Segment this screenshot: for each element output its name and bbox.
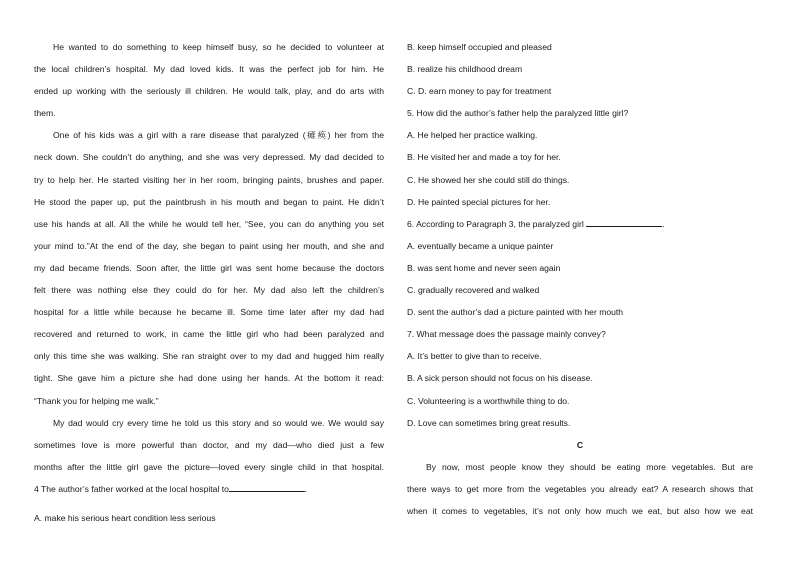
question-4-text: 4 The author’s father worked at the local hospital to — [34, 483, 229, 494]
passage-line: “Thank you for helping me walk.” — [34, 395, 159, 406]
passage-line: use his hands at all. All the while he would tell her, “See, you can do anything you set — [34, 218, 384, 229]
question-4 — [34, 478, 384, 500]
passage-line: tight. She gave him a picture she had done using her hands. At the bottom it read: — [34, 373, 384, 384]
option-4c: B. realize his childhood dream — [407, 64, 523, 75]
passage-line: my dad became friends. Soon after, the little girl was sent home because the doctors — [34, 262, 384, 273]
passage-c-line: there ways to get more from the vegetables you already eat? A research shows that — [407, 483, 753, 494]
answer-blank — [586, 217, 665, 229]
answer-blank — [229, 482, 308, 494]
passage-line: try to help her. He started visiting her in her room, bringing paints, brushes and paper. — [34, 174, 384, 185]
question-4-end: . — [304, 483, 308, 494]
passage-line: felt there was nothing else they could do for her. My dad also left the children’s — [34, 285, 384, 296]
question-6-text: 6. According to Paragraph 3, the paralyzed girl — [407, 218, 584, 229]
option-6d: D. sent the author’s dad a picture painted with her mouth — [407, 307, 624, 318]
section-heading-c: C — [576, 439, 584, 450]
question-6 — [407, 213, 753, 235]
option-4d: C. D. earn money to pay for treatment — [407, 86, 552, 97]
option-5c: C. He showed her she could still do things. — [407, 174, 570, 185]
passage-c-line: when it comes to vegetables, it’s not only how much we eat, but also how we eat — [407, 505, 753, 516]
question-6-end: . — [662, 218, 665, 229]
right-column — [407, 36, 753, 522]
left-column — [34, 36, 384, 529]
passage-line: ended up working with the seriously ill children. He would talk, play, and do arts with — [34, 86, 384, 97]
option-6c: C. gradually recovered and walked — [407, 285, 540, 296]
option-7d: D. Love can sometimes bring great results. — [407, 417, 571, 428]
passage-line: One of his kids was a girl with a rare disease that paralyzed (瘫痪) her from the — [53, 130, 384, 141]
passage-line: recovered and returned to work, in came the little girl who had been paralyzed and — [34, 329, 384, 340]
passage-c-line: By now, most people know they should be eating more vegetables. But are — [426, 461, 753, 472]
passage-line: only this time she was walking. She ran straight over to my dad and hugged him really — [34, 351, 384, 362]
option-5a: A. He helped her practice walking. — [407, 130, 538, 141]
passage-line: them. — [34, 108, 56, 119]
option-4b: B. keep himself occupied and pleased — [407, 42, 552, 52]
option-7c: C. Volunteering is a worthwhile thing to do. — [407, 395, 570, 406]
question-5: 5. How did the author’s father help the paralyzed little girl? — [407, 108, 629, 119]
passage-line: He wanted to do something to keep himself busy, so he decided to volunteer at — [53, 42, 384, 52]
option-5d: D. He painted special pictures for her. — [407, 196, 551, 207]
option-6a: A. eventually became a unique painter — [407, 240, 554, 251]
option-5b: B. He visited her and made a toy for her. — [407, 152, 561, 163]
passage-line: your mind to.”At the end of the day, she began to paint using her mouth, and she and — [34, 240, 384, 251]
passage-line: sometimes love is more powerful than doctor, and my dad—who died just a few — [34, 439, 384, 450]
passage-line: months after the little girl gave the picture—loved every single child in that hospital. — [34, 461, 384, 472]
passage-line: He stood the paper up, put the paintbrush in his mouth and began to paint. He didn’t — [34, 196, 384, 207]
passage-line: hospital for a little while because he became ill. Some time later after my dad had — [34, 307, 384, 318]
option-6b: B. was sent home and never seen again — [407, 262, 561, 273]
passage-line: the local children’s hospital. My dad loved kids. It was the perfect job for him. He — [34, 64, 384, 75]
passage-line: My dad would cry every time he told us this story and so would we. We would say — [53, 417, 384, 428]
option-7a: A. It’s better to give than to receive. — [407, 351, 542, 362]
question-7: 7. What message does the passage mainly convey? — [407, 329, 606, 340]
option-4a: A. make his serious heart condition less serious — [34, 512, 216, 523]
option-7b: B. A sick person should not focus on his disease. — [407, 373, 593, 384]
passage-line: neck down. She couldn’t do anything, and she was very depressed. My dad decided to — [34, 152, 384, 163]
